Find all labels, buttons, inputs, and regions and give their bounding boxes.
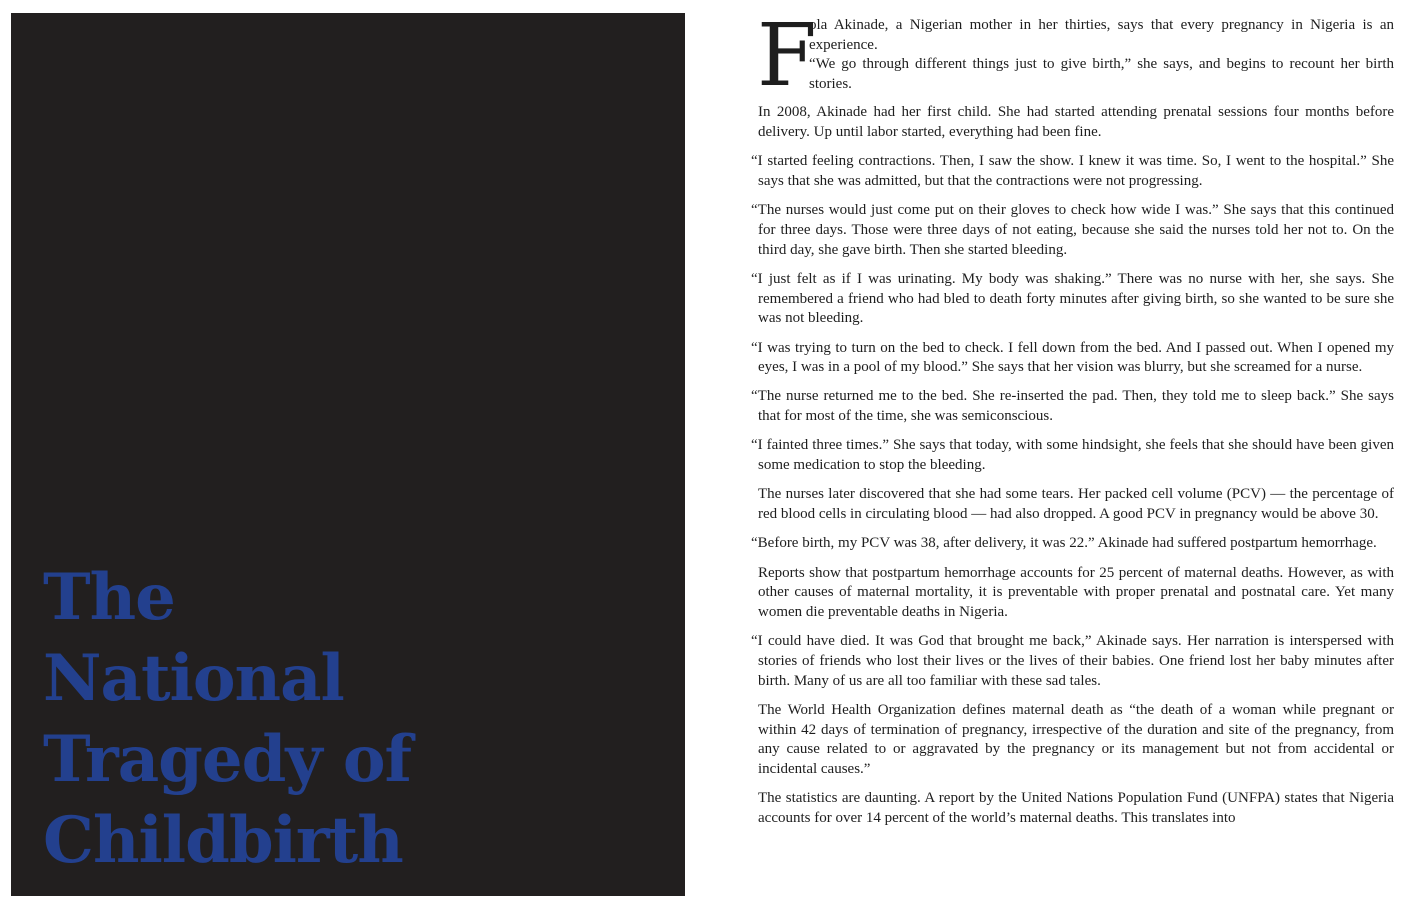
title-line: National bbox=[43, 641, 344, 716]
paragraph: The nurses later discovered that she had some tears. Her packed cell volume (PCV) — the percentage of red blood cells in circulating blood — had also dropped. A good PCV in pregnancy would be above 30. bbox=[758, 486, 1394, 523]
title-line: Tragedy of bbox=[43, 722, 412, 797]
paragraph: “I was trying to turn on the bed to check. I fell down from the bed. And I passed out. When I opened my eyes, I was in a pool of my blood.” She says that her vision was blurry, but she screamed for a nurse. bbox=[751, 339, 1394, 376]
paragraph: In 2008, Akinade had her first child. She had started attending prenatal sessions four months before delivery. Up until labor started, everything had been fine. bbox=[758, 104, 1394, 140]
paragraph: “The nurse returned me to the bed. She re-inserted the pad. Then, they told me to sleep back.” She says that for most of the time, she was semiconscious. bbox=[751, 388, 1394, 425]
paragraph: “The nurses would just come put on their gloves to check how wide I was.” She says that this continued for three days. Those were three days of not eating, because she said the nurses told her not to. On the third day, she gave birth. Then she started bleeding. bbox=[751, 202, 1394, 258]
lead-text: ola Akinade, a Nigerian mother in her thirties, says that every pregnancy in Nigeria is an experience. bbox=[809, 17, 1394, 53]
lead-paragraph bbox=[751, 6, 1394, 106]
title-line: Childbirth bbox=[43, 803, 403, 878]
cover-panel bbox=[11, 13, 685, 896]
paragraph: The World Health Organization defines maternal death as “the death of a woman while pregnant or within 42 days of termination of pregnancy, irrespective of the duration and site of the pregnancy, from any cause related to or aggravated by the pregnancy or its management but not from accidental or incidental causes.” bbox=[758, 701, 1394, 777]
article-body bbox=[751, 6, 1394, 838]
title-line: The bbox=[43, 560, 175, 635]
paragraph: “I fainted three times.” She says that today, with some hindsight, she feels that she should have been given some medication to stop the bleeding. bbox=[751, 437, 1394, 474]
paragraph: The statistics are daunting. A report by the United Nations Population Fund (UNFPA) states that Nigeria accounts for over 14 percent of the world’s maternal deaths. This translates into bbox=[758, 790, 1394, 826]
paragraph: “I started feeling contractions. Then, I saw the show. I knew it was time. So, I went to the hospital.” She says that she was admitted, but that the contractions were not progressing. bbox=[751, 153, 1394, 189]
paragraph: “Before birth, my PCV was 38, after delivery, it was 22.” Akinade had suffered postpartum hemorrhage. bbox=[751, 535, 1377, 552]
lead-quote: “We go through different things just to give birth,” she says, and begins to recount her birth stories. bbox=[809, 56, 1394, 92]
paragraph: “I just felt as if I was urinating. My body was shaking.” There was no nurse with her, she says. She remembered a friend who had bled to death forty minutes after giving birth, so she wanted to be sure she was not bleeding. bbox=[751, 270, 1394, 327]
paragraph: Reports show that postpartum hemorrhage accounts for 25 percent of maternal deaths. However, as with other causes of maternal mortality, it is preventable with proper prenatal and postnatal care. Yet many women die preventable deaths in Nigeria. bbox=[758, 564, 1394, 621]
paragraph: “I could have died. It was God that brought me back,” Akinade says. Her narration is interspersed with stories of friends who lost their lives or the lives of their babies. One friend lost her baby minutes after birth. Many of us are all too familiar with these sad tales. bbox=[751, 633, 1394, 689]
article-title bbox=[43, 557, 411, 881]
drop-cap: F bbox=[757, 6, 817, 106]
